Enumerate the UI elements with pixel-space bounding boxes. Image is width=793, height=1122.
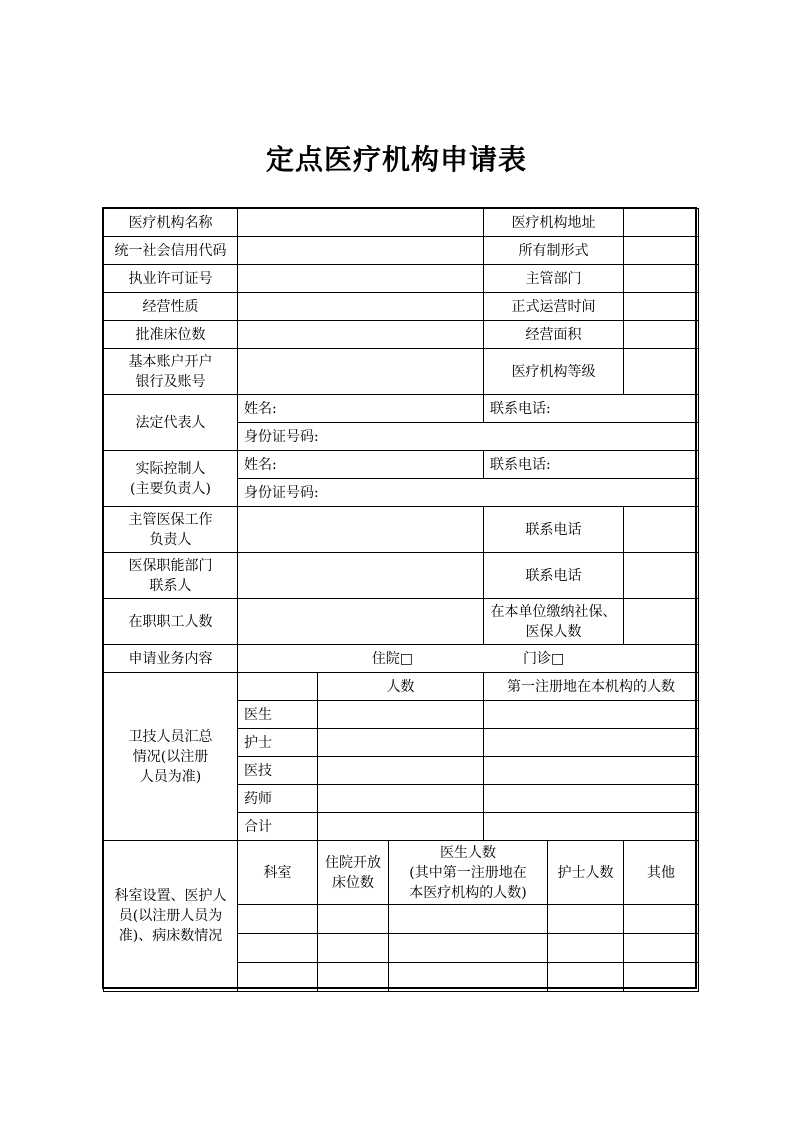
department-field[interactable] [624, 265, 699, 293]
personnel-corner-cell [238, 673, 318, 701]
business-label: 申请业务内容 [104, 645, 238, 673]
dept-field[interactable] [238, 963, 318, 992]
insurance-contact-phone-field[interactable] [624, 553, 699, 599]
business-options [238, 645, 699, 673]
personnel-header-row [104, 673, 699, 701]
row-credit-ownership [104, 237, 699, 265]
license-field[interactable] [238, 265, 484, 293]
doctors-field[interactable] [389, 934, 548, 963]
other-field[interactable] [624, 963, 699, 992]
doctors-field[interactable] [389, 963, 548, 992]
row-staff [104, 599, 699, 645]
personnel-count-header: 人数 [318, 673, 484, 701]
department-label: 主管部门 [484, 265, 624, 293]
nurses-field[interactable] [548, 905, 624, 934]
legal-rep-label: 法定代表人 [104, 395, 238, 451]
insurance-head-phone-label: 联系电话 [484, 507, 624, 553]
insured-field[interactable] [624, 599, 699, 645]
beds-field[interactable] [318, 905, 389, 934]
controller-id-field[interactable]: 身份证号码: [238, 479, 699, 507]
row-nature-time [104, 293, 699, 321]
personnel-count-field[interactable] [318, 785, 484, 813]
personnel-first-reg-field[interactable] [484, 729, 699, 757]
address-label: 医疗机构地址 [484, 209, 624, 237]
other-header: 其他 [624, 841, 699, 905]
insurance-head-label: 主管医保工作 负责人 [104, 507, 238, 553]
legal-rep-id-field[interactable]: 身份证号码: [238, 423, 699, 451]
ownership-field[interactable] [624, 237, 699, 265]
other-field[interactable] [624, 934, 699, 963]
application-form-table [103, 208, 699, 992]
row-license-department [104, 265, 699, 293]
dept-field[interactable] [238, 934, 318, 963]
credit-code-label: 统一社会信用代码 [104, 237, 238, 265]
ownership-label: 所有制形式 [484, 237, 624, 265]
inpatient-checkbox[interactable]: 住院□ [371, 650, 413, 667]
controller-label: 实际控制人 (主要负责人) [104, 451, 238, 507]
insurance-contact-field[interactable] [238, 553, 484, 599]
credit-code-field[interactable] [238, 237, 484, 265]
nurses-field[interactable] [548, 934, 624, 963]
staff-field[interactable] [238, 599, 484, 645]
insurance-contact-label: 医保职能部门 联系人 [104, 553, 238, 599]
legal-rep-name-field[interactable]: 姓名: [238, 395, 484, 423]
row-bank-grade [104, 349, 699, 395]
beds-header: 住院开放 床位数 [318, 841, 389, 905]
doctors-field[interactable] [389, 905, 548, 934]
controller-name-field[interactable]: 姓名: [238, 451, 484, 479]
departments-label: 科室设置、医护人 员(以注册人员为 准)、病床数情况 [104, 841, 238, 992]
personnel-type-label: 药师 [238, 785, 318, 813]
row-beds-area [104, 321, 699, 349]
license-label: 执业许可证号 [104, 265, 238, 293]
area-field[interactable] [624, 321, 699, 349]
bank-label: 基本账户开户 银行及账号 [104, 349, 238, 395]
doctors-header: 医生人数 (其中第一注册地在 本医疗机构的人数) [389, 841, 548, 905]
nurses-field[interactable] [548, 963, 624, 992]
dept-field[interactable] [238, 905, 318, 934]
personnel-type-label: 医技 [238, 757, 318, 785]
personnel-first-reg-field[interactable] [484, 757, 699, 785]
other-field[interactable] [624, 905, 699, 934]
personnel-count-field[interactable] [318, 729, 484, 757]
row-controller-1 [104, 451, 699, 479]
grade-field[interactable] [624, 349, 699, 395]
personnel-first-reg-field[interactable] [484, 813, 699, 841]
beds-field[interactable] [318, 963, 389, 992]
personnel-count-field[interactable] [318, 813, 484, 841]
row-insurance-contact [104, 553, 699, 599]
personnel-first-reg-field[interactable] [484, 701, 699, 729]
personnel-first-reg-header: 第一注册地在本机构的人数 [484, 673, 699, 701]
personnel-type-label: 护士 [238, 729, 318, 757]
outpatient-checkbox[interactable]: 门诊□ [523, 650, 565, 667]
legal-rep-phone-field[interactable]: 联系电话: [484, 395, 699, 423]
insurance-head-phone-field[interactable] [624, 507, 699, 553]
page-title: 定点医疗机构申请表 [265, 143, 527, 176]
name-label: 医疗机构名称 [104, 209, 238, 237]
personnel-count-field[interactable] [318, 757, 484, 785]
beds-field[interactable] [318, 934, 389, 963]
nature-field[interactable] [238, 293, 484, 321]
departments-header-row [104, 841, 699, 905]
row-legal-rep-1 [104, 395, 699, 423]
area-label: 经营面积 [484, 321, 624, 349]
insurance-contact-phone-label: 联系电话 [484, 553, 624, 599]
name-field[interactable] [238, 209, 484, 237]
nature-label: 经营性质 [104, 293, 238, 321]
personnel-first-reg-field[interactable] [484, 785, 699, 813]
controller-phone-field[interactable]: 联系电话: [484, 451, 699, 479]
row-business [104, 645, 699, 673]
personnel-type-label: 合计 [238, 813, 318, 841]
beds-label: 批准床位数 [104, 321, 238, 349]
nurses-header: 护士人数 [548, 841, 624, 905]
dept-header: 科室 [238, 841, 318, 905]
operation-time-field[interactable] [624, 293, 699, 321]
operation-time-label: 正式运营时间 [484, 293, 624, 321]
bank-field[interactable] [238, 349, 484, 395]
address-field[interactable] [624, 209, 699, 237]
personnel-type-label: 医生 [238, 701, 318, 729]
insurance-head-field[interactable] [238, 507, 484, 553]
beds-field[interactable] [238, 321, 484, 349]
insured-label: 在本单位缴纳社保、 医保人数 [484, 599, 624, 645]
grade-label: 医疗机构等级 [484, 349, 624, 395]
row-name-address [104, 209, 699, 237]
personnel-count-field[interactable] [318, 701, 484, 729]
staff-label: 在职职工人数 [104, 599, 238, 645]
row-insurance-head [104, 507, 699, 553]
personnel-label: 卫技人员汇总 情况(以注册 人员为准) [104, 673, 238, 841]
